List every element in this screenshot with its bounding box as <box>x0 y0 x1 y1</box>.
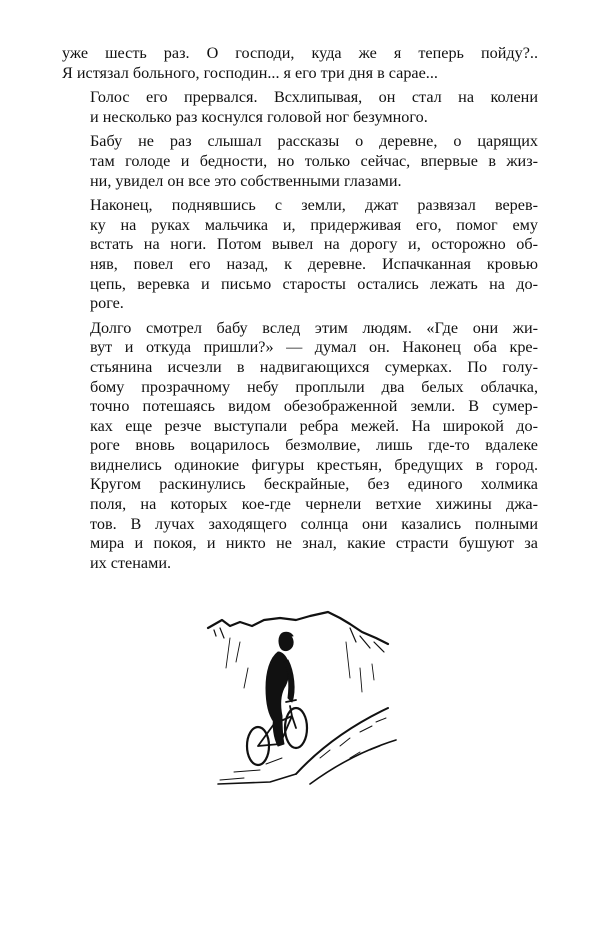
mountain-ridge <box>208 612 388 644</box>
text-line: встать на ноги. Потом вывел на дорогу и, осторожно об- <box>90 235 538 254</box>
text-line: роге вновь воцарилось безмолвие, лишь где-то вдалеке <box>90 436 538 455</box>
text-line: Я истязал больного, господин... я его три дня в сарае... <box>62 63 438 82</box>
text-line: ни, увидел он все это собственными глазами. <box>90 171 402 190</box>
text-line: уже шесть раз. О господи, куда же я теперь пойду?.. <box>62 44 538 62</box>
rider-leg <box>273 716 284 746</box>
text-line: там голоде и бедности, но только сейчас, впервые в жиз- <box>90 151 538 170</box>
text-line: роге. <box>90 294 124 313</box>
text-line: Кругом раскинулись бескрайные, без единого холмика <box>90 475 538 494</box>
text-line: точно потешаясь видом обезображенной земли. В сумер- <box>90 397 538 416</box>
paragraph-5 <box>62 319 538 574</box>
paragraph-2 <box>62 88 538 127</box>
text-line: стьянина исчезли в надвигающихся сумерках. По голу- <box>90 357 538 376</box>
paragraph-1 <box>62 44 538 83</box>
text-line: и несколько раз коснулся головой ног безумного. <box>90 107 428 126</box>
text-line: Голос его прервался. Всхлипывая, он стал на колени <box>90 88 538 107</box>
text-line: Бабу не раз слышал рассказы о деревне, о царящих <box>90 132 538 151</box>
text-line: няв, повел его назад, к деревне. Испачканная кровью <box>90 254 538 273</box>
text-line: поля, на которых кое-где чернели ветхие хижины джа- <box>90 495 538 514</box>
road-texture <box>220 718 386 780</box>
road-edge-lower <box>310 740 396 784</box>
text-line: вут и откуда пришли?» — думал он. Наконец оба кре- <box>90 338 538 357</box>
text-line: бому прозрачному небу проплыли два белых облачка, <box>90 377 538 396</box>
text-line: их стенами. <box>90 553 172 572</box>
text-line: ку на руках мальчика и, придерживая его, помог ему <box>90 215 538 234</box>
text-line: Долго смотрел бабу вслед этим людям. «Где они жи- <box>90 318 538 337</box>
rider-cap <box>280 632 293 636</box>
text-line: мира и покоя, и никто не знал, какие страсти бушуют за <box>90 534 538 553</box>
rain-strokes <box>226 638 374 692</box>
paragraph-4 <box>62 196 538 314</box>
paragraph-3 <box>62 132 538 191</box>
text-line: цепь, веревка и письмо старосты остались лежать на до- <box>90 274 538 293</box>
text-line: Наконец, поднявшись с земли, джат развязал верев- <box>90 196 538 215</box>
cyclist-illustration <box>200 598 400 788</box>
body-text <box>62 44 538 578</box>
mountain-shading <box>214 628 384 652</box>
text-line: тов. В лучах заходящего солнца они казались полными <box>90 514 538 533</box>
text-line: виднелись одинокие фигуры крестьян, бредущих в город. <box>90 455 538 474</box>
text-line: ках еще резче выступали ребра межей. На широкой до- <box>90 416 538 435</box>
